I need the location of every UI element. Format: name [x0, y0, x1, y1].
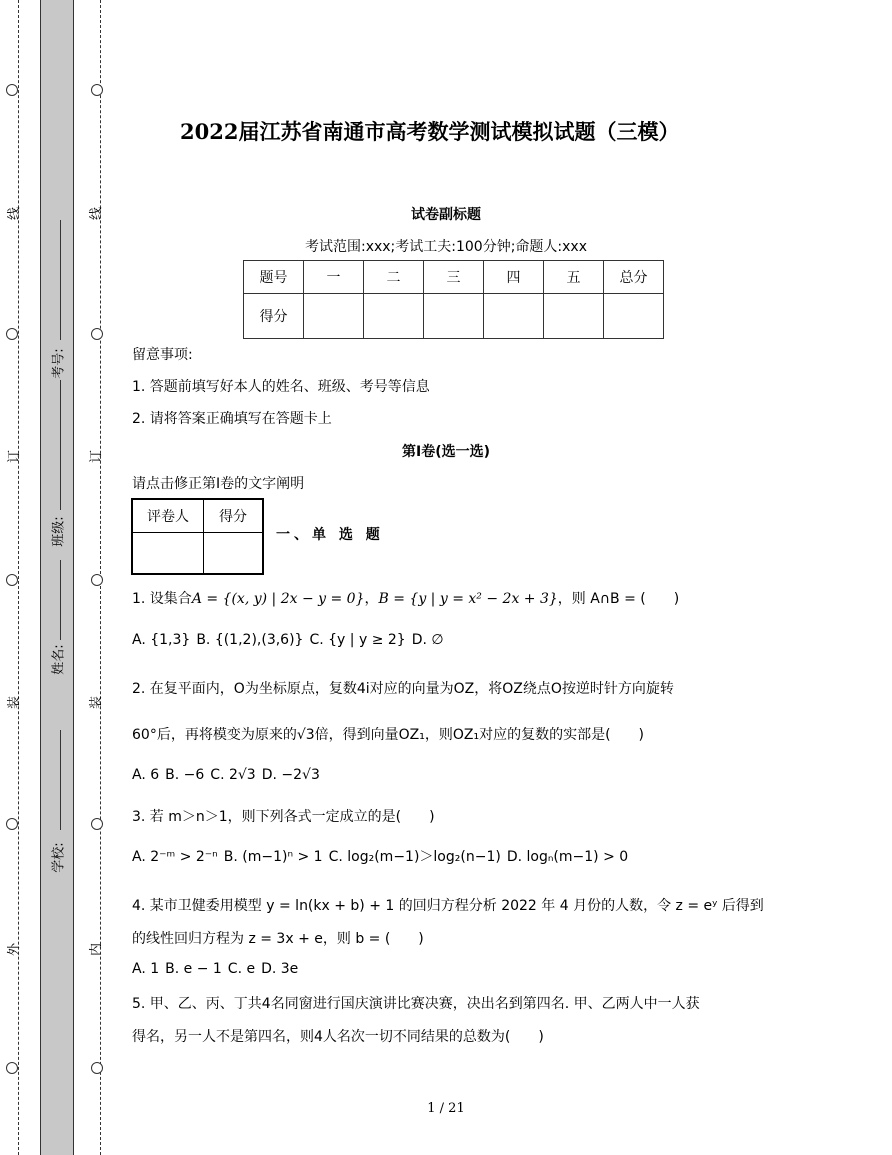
score-input-cell[interactable]: [364, 294, 424, 339]
score-input-cell[interactable]: [484, 294, 544, 339]
binding-hole: [6, 84, 18, 96]
name-label: 姓名:: [51, 644, 67, 675]
grader-header-cell: 评卷人: [132, 499, 204, 533]
score-input-cell[interactable]: [604, 294, 664, 339]
binding-hole: [91, 1062, 103, 1074]
option-d[interactable]: D. ∅: [411, 632, 444, 648]
q1-prefix: 1. 设集合: [132, 591, 192, 607]
outer-label: 装: [7, 695, 23, 710]
grader-header-cell: 得分: [204, 499, 264, 533]
notice-item: 2. 请将答案正确填写在答题卡上: [132, 411, 332, 427]
exam-subtitle: 试卷副标题: [411, 207, 481, 223]
binding-hole: [91, 818, 103, 830]
q1-tail: ，则 A∩B = ( ): [557, 591, 680, 607]
inner-label: 装: [89, 695, 105, 710]
binding-hole: [6, 818, 18, 830]
score-row-label: 得分: [244, 294, 304, 339]
section-title: 一、单 选 题: [276, 527, 384, 543]
outer-label: 外: [7, 942, 23, 957]
exam-info: 考试范围:xxx;考试工夫:100分钟;命题人:xxx: [304, 239, 588, 255]
score-table: [243, 260, 664, 339]
part1-hint: 请点击修正第I卷的文字阐明: [132, 476, 305, 492]
question-2-line1: 2. 在复平面内，O为坐标原点，复数4i对应的向量为OZ，将OZ绕点O按逆时针方向旋转: [132, 681, 674, 697]
exam-title: 2022届江苏省南通市高考数学测试模拟试题（三模）: [180, 119, 680, 144]
outer-cut-line: [18, 0, 19, 1155]
score-header-cell: 四: [484, 261, 544, 294]
option-a[interactable]: A. 1: [132, 961, 160, 977]
score-input-cell[interactable]: [304, 294, 364, 339]
inner-label: 订: [89, 449, 105, 464]
grader-input-cell[interactable]: [132, 533, 204, 575]
school-underline[interactable]: [60, 730, 61, 830]
option-a[interactable]: A. 2⁻ᵐ > 2⁻ⁿ: [132, 849, 218, 865]
exam-number-label: 考号:: [51, 348, 67, 379]
score-header-cell: 一: [304, 261, 364, 294]
option-a[interactable]: A. {1,3}: [132, 632, 191, 648]
score-header-cell: 五: [544, 261, 604, 294]
question-1-stem: [132, 588, 679, 608]
option-b[interactable]: B. e − 1: [165, 961, 222, 977]
page-number: 1 / 21: [427, 1101, 465, 1116]
binding-hole: [91, 84, 103, 96]
part1-title: 第I卷(选一选): [401, 444, 490, 460]
grader-table: [131, 498, 264, 575]
outer-label: 线: [7, 206, 23, 221]
q1-set-b: B = {y | y = x² − 2x + 3}: [378, 591, 558, 607]
binding-hole: [91, 328, 103, 340]
name-underline[interactable]: [60, 560, 61, 640]
question-5-line1: 5. 甲、乙、丙、丁共4名同窗进行国庆演讲比赛决赛，决出名到第四名. 甲、乙两人中一人获: [132, 996, 700, 1012]
notice-heading: 留意事项:: [132, 347, 193, 363]
q1-set-a: A = {(x, y) | 2x − y = 0}: [191, 591, 365, 607]
inner-label: 线: [89, 206, 105, 221]
option-b[interactable]: B. (m−1)ⁿ > 1: [223, 849, 323, 865]
option-d[interactable]: D. 3e: [261, 961, 299, 977]
notice-item: 1. 答题前填写好本人的姓名、班级、考号等信息: [132, 379, 430, 395]
question-1-options: [132, 632, 444, 648]
option-b[interactable]: B. −6: [165, 767, 205, 783]
question-2-options: [132, 767, 320, 783]
option-c[interactable]: C. e: [227, 961, 256, 977]
question-4-options: [132, 961, 298, 977]
binding-hole: [6, 328, 18, 340]
grader-input-cell[interactable]: [204, 533, 264, 575]
question-2-line2: 60°后，再将模变为原来的√3倍，得到向量OZ₁，则OZ₁对应的复数的实部是( ): [132, 727, 645, 743]
option-c[interactable]: C. {y | y ≥ 2}: [309, 632, 406, 648]
option-b[interactable]: B. {(1,2),(3,6)}: [196, 632, 304, 648]
binding-hole: [6, 574, 18, 586]
q1-separator: ，: [364, 591, 379, 607]
question-4-line2: 的线性回归方程为 z = 3x + e，则 b = ( ): [132, 931, 424, 947]
binding-hole: [91, 574, 103, 586]
question-5-line2: 得名，另一人不是第四名，则4人名次一切不同结果的总数为( ): [132, 1029, 544, 1045]
class-label: 班级:: [51, 516, 67, 547]
option-d[interactable]: D. logₙ(m−1) > 0: [506, 849, 629, 865]
score-input-cell[interactable]: [544, 294, 604, 339]
binding-strip: [40, 0, 74, 1155]
outer-label: 订: [7, 449, 23, 464]
score-header-cell: 三: [424, 261, 484, 294]
question-4-line1: 4. 某市卫健委用模型 y = ln(kx + b) + 1 的回归方程分析 2022 年 4 月份的人数，令 z = eʸ 后得到: [132, 898, 764, 914]
option-d[interactable]: D. −2√3: [261, 767, 320, 783]
school-label: 学校:: [51, 842, 67, 873]
score-header-cell: 总分: [604, 261, 664, 294]
inner-label: 内: [89, 942, 105, 957]
score-header-cell: 二: [364, 261, 424, 294]
binding-hole: [6, 1062, 18, 1074]
question-3-options: [132, 846, 628, 866]
score-input-cell[interactable]: [424, 294, 484, 339]
option-a[interactable]: A. 6: [132, 767, 160, 783]
option-c[interactable]: C. log₂(m−1)＞log₂(n−1): [328, 849, 501, 865]
option-c[interactable]: C. 2√3: [210, 767, 256, 783]
score-header-cell: 题号: [244, 261, 304, 294]
question-3-stem: 3. 若 m＞n＞1，则下列各式一定成立的是( ): [132, 809, 435, 825]
